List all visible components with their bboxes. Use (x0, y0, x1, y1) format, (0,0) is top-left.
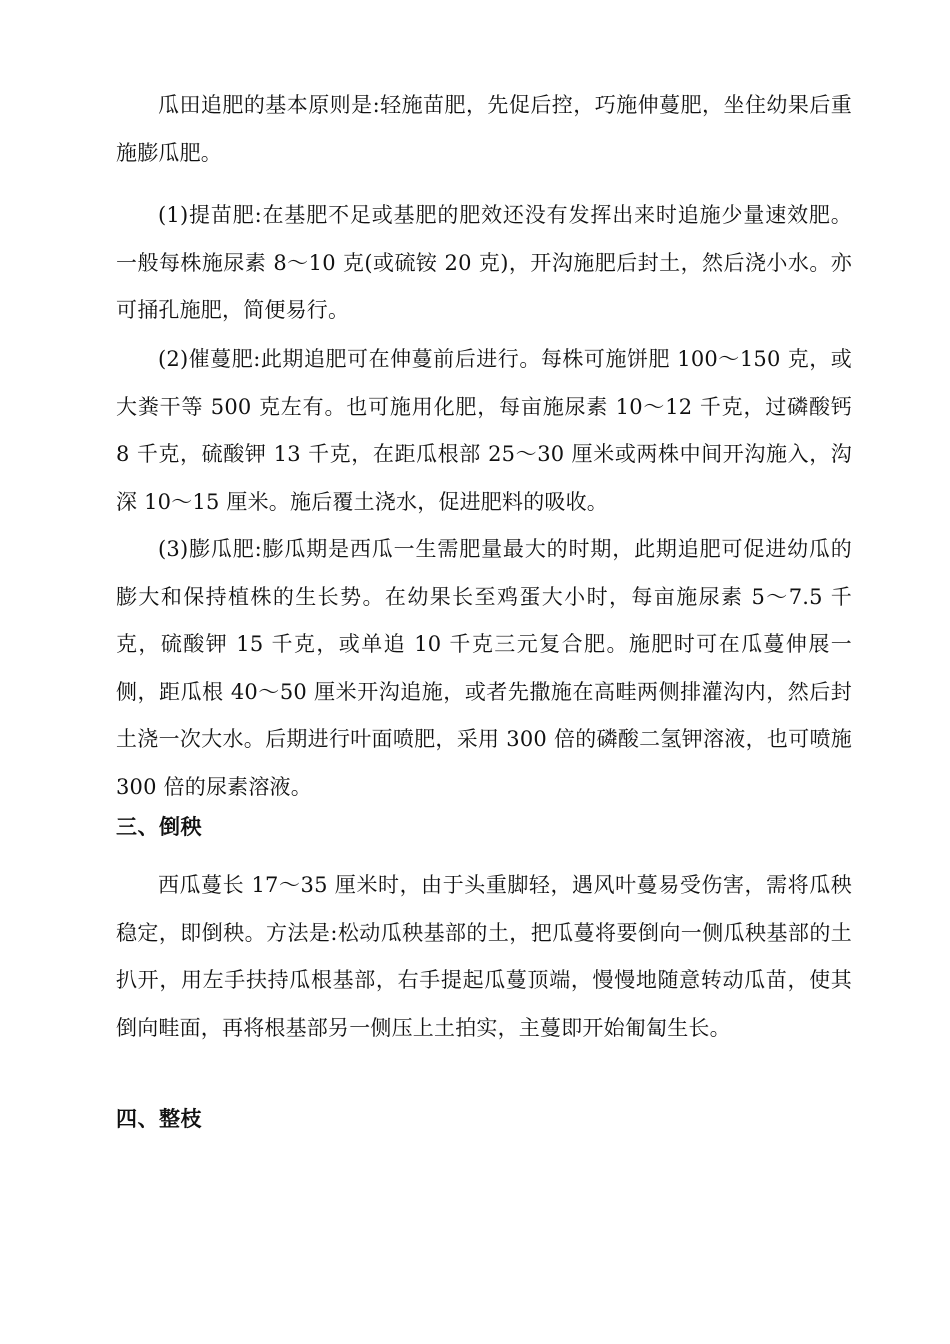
heading-section-three: 三、倒秧 (116, 815, 202, 839)
paragraph-fertilizing-principle: 瓜田追肥的基本原则是:轻施苗肥，先促后控，巧施伸蔓肥，坐住幼果后重施膨瓜肥。 (116, 93, 852, 165)
paragraph-fruit-fertilizer: (3)膨瓜肥:膨瓜期是西瓜一生需肥量最大的时期，此期追肥可促进幼瓜的膨大和保持植株的生长势。在幼果长至鸡蛋大小时，每亩施尿素 5～7.5 千克，硫酸钾 15 千克，或单追 10 千克三元复合肥。施肥时可在瓜蔓伸展一侧，距瓜根 40～50 厘米开沟追施，或者先撒施在高畦两侧排灌沟内，然后封土浇一次大水。后期进行叶面喷肥，采用 300 倍的磷酸二氢钾溶液，也可喷施 300 倍的尿素溶液。 (116, 537, 852, 799)
paragraph-vine-turning: 西瓜蔓长 17～35 厘米时，由于头重脚轻，遇风叶蔓易受伤害，需将瓜秧稳定，即倒秧。方法是:松动瓜秧基部的土，把瓜蔓将要倒向一侧瓜秧基部的土扒开，用左手扶持瓜根基部，右手提起瓜蔓顶端，慢慢地随意转动瓜苗，使其倒向畦面，再将根基部另一侧压上土拍实，主蔓即开始匍匐生长。 (116, 873, 852, 1040)
paragraph-vine-fertilizer: (2)催蔓肥:此期追肥可在伸蔓前后进行。每株可施饼肥 100～150 克，或大粪干等 500 克左有。也可施用化肥，每亩施尿素 10～12 千克，过磷酸钙 8 千克，硫酸钾 13 千克，在距瓜根部 25～30 厘米或两株中间开沟施入，沟深 10～15 厘米。施后覆土浇水，促进肥料的吸收。 (116, 347, 852, 514)
heading-section-four: 四、整枝 (116, 1107, 202, 1131)
paragraph-seedling-fertilizer: (1)提苗肥:在基肥不足或基肥的肥效还没有发挥出来时追施少量速效肥。一般每株施尿素 8～10 克(或硫铵 20 克)，开沟施肥后封土，然后浇小水。亦可捅孔施肥，简便易行。 (116, 203, 852, 323)
